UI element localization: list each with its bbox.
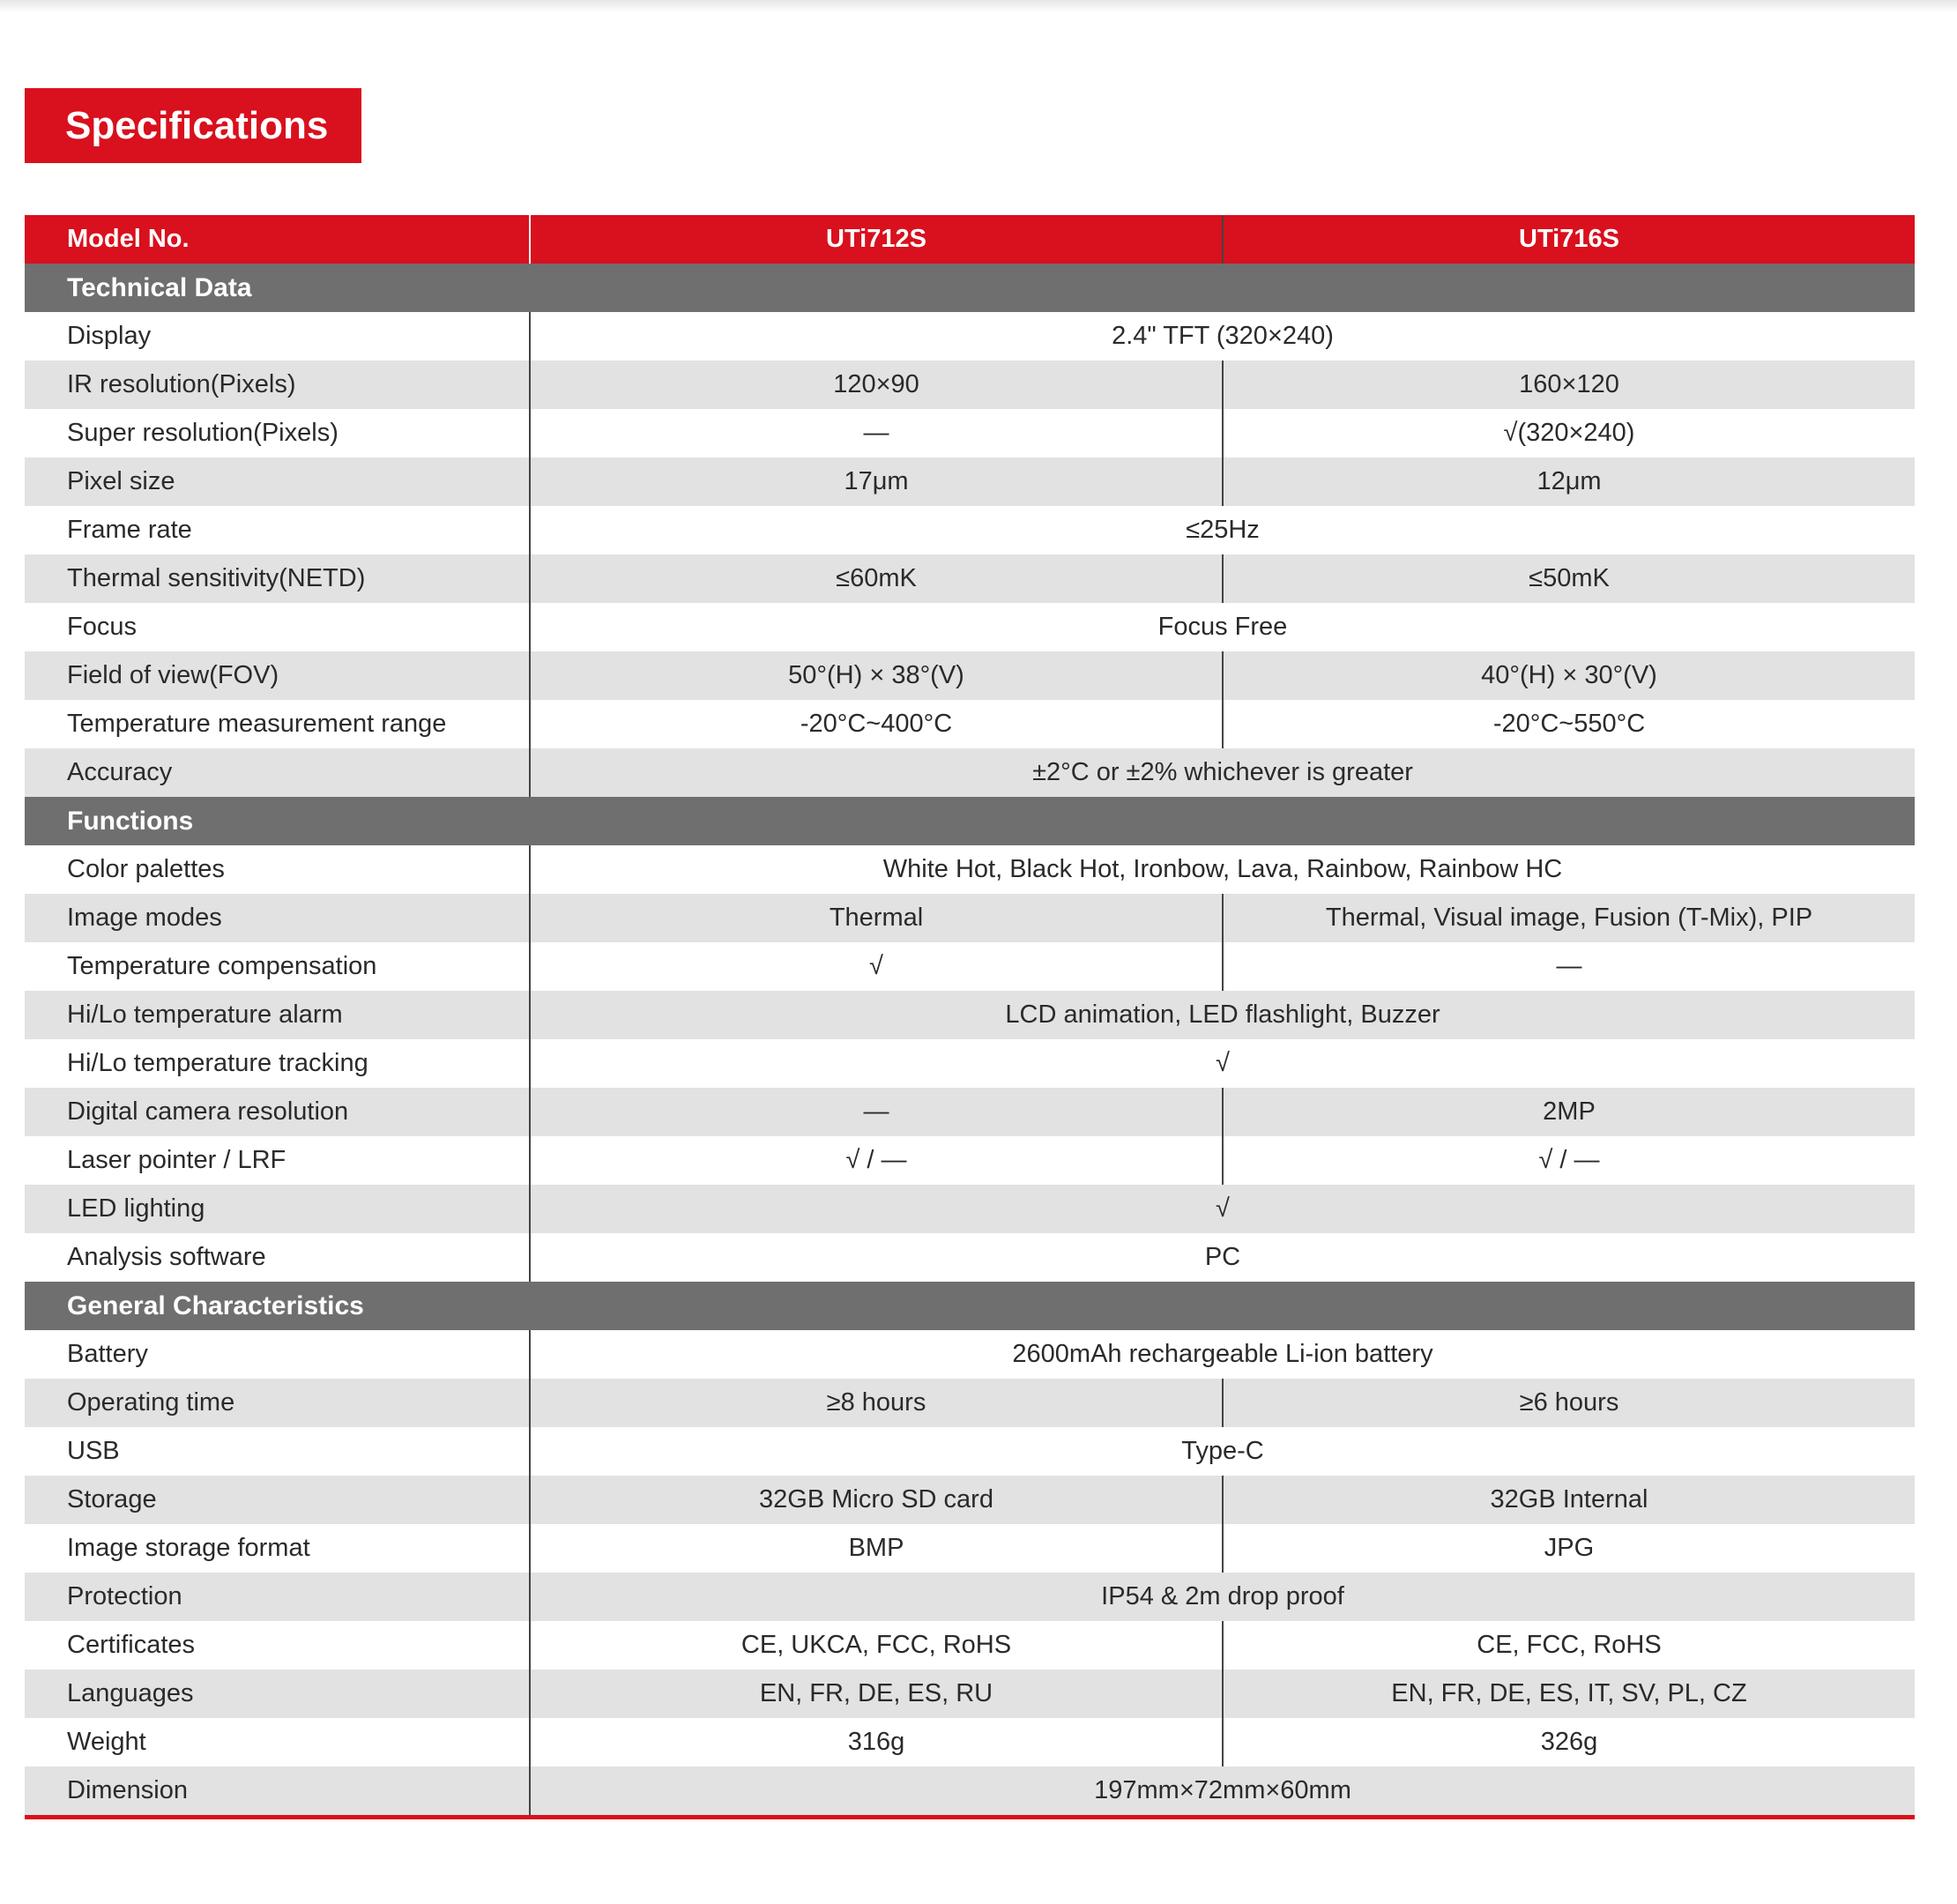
row-value-utI716s: -20°C~550°C: [1223, 700, 1915, 748]
row-label: USB: [25, 1427, 530, 1476]
table-row: [25, 1524, 1915, 1573]
header-model-utI712s: UTi712S: [530, 215, 1223, 264]
table-row: [25, 1088, 1915, 1136]
row-value-shared: 197mm×72mm×60mm: [530, 1766, 1915, 1818]
row-label: Analysis software: [25, 1233, 530, 1282]
table-row: [25, 1476, 1915, 1524]
row-label: Temperature measurement range: [25, 700, 530, 748]
row-value-utI716s: ≥6 hours: [1223, 1379, 1915, 1427]
row-value-utI716s: 160×120: [1223, 361, 1915, 409]
row-label: LED lighting: [25, 1185, 530, 1233]
row-label: Dimension: [25, 1766, 530, 1818]
row-value-utI716s: —: [1223, 942, 1915, 991]
row-value-shared: Focus Free: [530, 603, 1915, 651]
row-value-utI712s: BMP: [530, 1524, 1223, 1573]
row-value-utI712s: ≥8 hours: [530, 1379, 1223, 1427]
row-value-utI712s: EN, FR, DE, ES, RU: [530, 1670, 1223, 1718]
row-value-shared: LCD animation, LED flashlight, Buzzer: [530, 991, 1915, 1039]
row-value-shared: Type-C: [530, 1427, 1915, 1476]
row-label: Languages: [25, 1670, 530, 1718]
table-row: [25, 894, 1915, 942]
table-row: [25, 845, 1915, 894]
table-row: [25, 1233, 1915, 1282]
row-value-utI712s: -20°C~400°C: [530, 700, 1223, 748]
table-row: [25, 1427, 1915, 1476]
row-label: Hi/Lo temperature alarm: [25, 991, 530, 1039]
row-value-utI716s: EN, FR, DE, ES, IT, SV, PL, CZ: [1223, 1670, 1915, 1718]
row-value-utI712s: √: [530, 942, 1223, 991]
table-row: [25, 506, 1915, 554]
table-row: [25, 1136, 1915, 1185]
row-label: Certificates: [25, 1621, 530, 1670]
section-header-row: [25, 1282, 1915, 1330]
row-value-utI716s: 326g: [1223, 1718, 1915, 1766]
row-value-utI712s: —: [530, 409, 1223, 457]
table-row: [25, 1766, 1915, 1818]
table-row: [25, 1718, 1915, 1766]
table-row: [25, 1573, 1915, 1621]
table-row: [25, 700, 1915, 748]
table-row: [25, 312, 1915, 361]
row-value-utI712s: CE, UKCA, FCC, RoHS: [530, 1621, 1223, 1670]
row-value-utI716s: Thermal, Visual image, Fusion (T-Mix), PIP: [1223, 894, 1915, 942]
top-shadow: [0, 0, 1957, 12]
table-row: [25, 991, 1915, 1039]
row-value-utI716s: √(320×240): [1223, 409, 1915, 457]
section-header-row: [25, 797, 1915, 845]
row-value-utI716s: 2MP: [1223, 1088, 1915, 1136]
row-value-shared: IP54 & 2m drop proof: [530, 1573, 1915, 1621]
section-title: Functions: [25, 797, 1915, 845]
row-label: Thermal sensitivity(NETD): [25, 554, 530, 603]
row-value-shared: PC: [530, 1233, 1915, 1282]
table-row: [25, 1330, 1915, 1379]
row-value-utI716s: 12μm: [1223, 457, 1915, 506]
table-row: [25, 1621, 1915, 1670]
row-label: Weight: [25, 1718, 530, 1766]
table-row: [25, 1185, 1915, 1233]
row-value-shared: √: [530, 1185, 1915, 1233]
table-row: [25, 748, 1915, 797]
row-value-utI712s: 32GB Micro SD card: [530, 1476, 1223, 1524]
table-header-row: [25, 215, 1915, 264]
row-value-utI712s: 50°(H) × 38°(V): [530, 651, 1223, 700]
row-label: Protection: [25, 1573, 530, 1621]
row-label: Frame rate: [25, 506, 530, 554]
row-label: Storage: [25, 1476, 530, 1524]
row-value-shared: √: [530, 1039, 1915, 1088]
page-title: Specifications: [25, 88, 361, 163]
table-row: [25, 1379, 1915, 1427]
header-model-label: Model No.: [25, 215, 530, 264]
row-label: Image modes: [25, 894, 530, 942]
row-value-shared: ±2°C or ±2% whichever is greater: [530, 748, 1915, 797]
row-value-utI716s: 32GB Internal: [1223, 1476, 1915, 1524]
row-label: Operating time: [25, 1379, 530, 1427]
section-title: Technical Data: [25, 264, 1915, 312]
row-value-utI716s: √ / —: [1223, 1136, 1915, 1185]
row-label: Accuracy: [25, 748, 530, 797]
table-row: [25, 1039, 1915, 1088]
row-value-utI712s: √ / —: [530, 1136, 1223, 1185]
row-value-utI712s: Thermal: [530, 894, 1223, 942]
table-row: [25, 942, 1915, 991]
row-label: Hi/Lo temperature tracking: [25, 1039, 530, 1088]
row-value-utI712s: 316g: [530, 1718, 1223, 1766]
row-value-shared: White Hot, Black Hot, Ironbow, Lava, Rainbow, Rainbow HC: [530, 845, 1915, 894]
specifications-table: [25, 215, 1915, 1819]
row-label: Field of view(FOV): [25, 651, 530, 700]
row-value-utI716s: ≤50mK: [1223, 554, 1915, 603]
section-header-row: [25, 264, 1915, 312]
row-value-utI712s: 120×90: [530, 361, 1223, 409]
specifications-table-body: [25, 215, 1915, 1818]
row-value-shared: 2600mAh rechargeable Li-ion battery: [530, 1330, 1915, 1379]
row-label: Color palettes: [25, 845, 530, 894]
row-value-utI712s: —: [530, 1088, 1223, 1136]
row-label: Display: [25, 312, 530, 361]
row-value-shared: ≤25Hz: [530, 506, 1915, 554]
table-row: [25, 1670, 1915, 1718]
row-label: Pixel size: [25, 457, 530, 506]
row-value-utI712s: 17μm: [530, 457, 1223, 506]
row-label: IR resolution(Pixels): [25, 361, 530, 409]
row-label: Laser pointer / LRF: [25, 1136, 530, 1185]
table-row: [25, 603, 1915, 651]
row-value-shared: 2.4" TFT (320×240): [530, 312, 1915, 361]
table-row: [25, 361, 1915, 409]
table-row: [25, 457, 1915, 506]
section-title: General Characteristics: [25, 1282, 1915, 1330]
row-label: Battery: [25, 1330, 530, 1379]
row-value-utI712s: ≤60mK: [530, 554, 1223, 603]
row-value-utI716s: CE, FCC, RoHS: [1223, 1621, 1915, 1670]
row-value-utI716s: JPG: [1223, 1524, 1915, 1573]
row-label: Focus: [25, 603, 530, 651]
table-row: [25, 409, 1915, 457]
header-model-utI716s: UTi716S: [1223, 215, 1915, 264]
row-label: Super resolution(Pixels): [25, 409, 530, 457]
row-value-utI716s: 40°(H) × 30°(V): [1223, 651, 1915, 700]
row-label: Digital camera resolution: [25, 1088, 530, 1136]
table-row: [25, 651, 1915, 700]
row-label: Temperature compensation: [25, 942, 530, 991]
row-label: Image storage format: [25, 1524, 530, 1573]
table-row: [25, 554, 1915, 603]
